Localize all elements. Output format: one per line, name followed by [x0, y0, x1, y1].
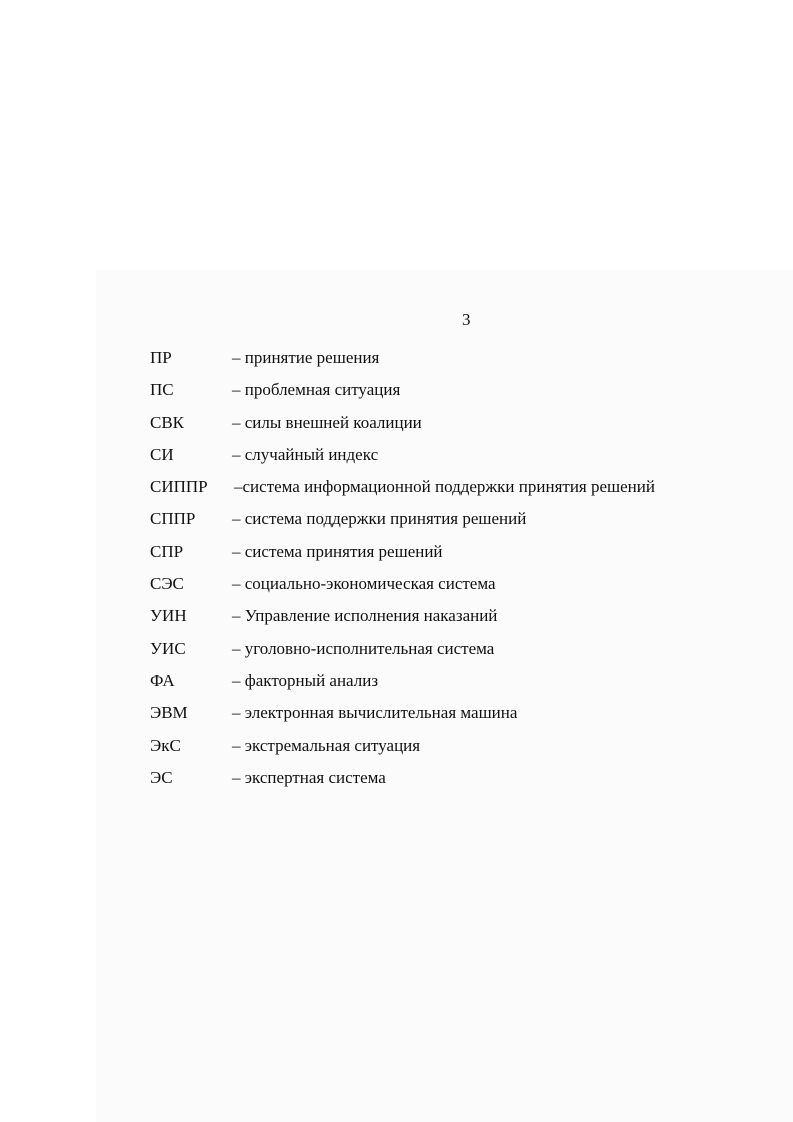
abbreviation-term: ЭкС [150, 735, 181, 755]
abbreviation-definition: – силы внешней коалиции [232, 412, 422, 432]
abbreviation-term: ЭВМ [150, 703, 188, 723]
abbreviation-term: СПР [150, 541, 184, 561]
page-number: 3 [462, 310, 471, 329]
abbreviation-definition: – экспертная система [232, 767, 386, 787]
abbreviation-definition: – уголовно-исполнительная система [232, 638, 495, 658]
abbreviation-definition: – факторный анализ [232, 670, 379, 690]
abbreviation-term: ЭС [150, 767, 173, 787]
abbreviation-term: ФА [150, 670, 175, 690]
abbreviation-row [150, 702, 770, 734]
abbreviation-term: УИС [150, 638, 186, 658]
abbreviation-row [150, 670, 770, 702]
abbreviation-term: СППР [150, 509, 196, 529]
abbreviation-row [150, 541, 770, 573]
abbreviation-row [150, 638, 770, 670]
abbreviation-term: СЭС [150, 574, 184, 594]
abbreviation-definition: – принятие решения [232, 348, 380, 367]
abbreviation-term: СИППР [150, 477, 208, 497]
abbreviation-definition: – случайный индекс [232, 444, 379, 464]
abbreviation-definition: – проблемная ситуация [232, 380, 401, 400]
abbreviation-definition: –система информационной поддержки принятия решений [234, 477, 655, 497]
abbreviation-row [150, 767, 770, 799]
abbreviation-definition: – Управление исполнения наказаний [232, 606, 498, 626]
abbreviation-list [150, 347, 770, 799]
abbreviation-definition: – экстремальная ситуация [232, 735, 421, 755]
abbreviation-row [150, 605, 770, 637]
abbreviation-definition: – система поддержки принятия решений [232, 509, 527, 529]
abbreviation-row [150, 476, 770, 508]
abbreviation-row [150, 379, 770, 411]
abbreviation-term: СВК [150, 412, 185, 432]
abbreviation-term: ПР [150, 348, 172, 367]
abbreviation-row [150, 444, 770, 476]
abbreviation-term: ПС [150, 380, 174, 400]
abbreviation-row [150, 735, 770, 767]
abbreviation-definition: – система принятия решений [232, 541, 443, 561]
abbreviation-row [150, 573, 770, 605]
abbreviation-term: СИ [150, 444, 174, 464]
abbreviation-row [150, 347, 770, 379]
abbreviation-row [150, 508, 770, 540]
abbreviation-term: УИН [150, 606, 187, 626]
abbreviation-definition: – социально-экономическая система [232, 574, 496, 594]
abbreviation-definition: – электронная вычислительная машина [232, 703, 518, 723]
abbreviation-row [150, 412, 770, 444]
